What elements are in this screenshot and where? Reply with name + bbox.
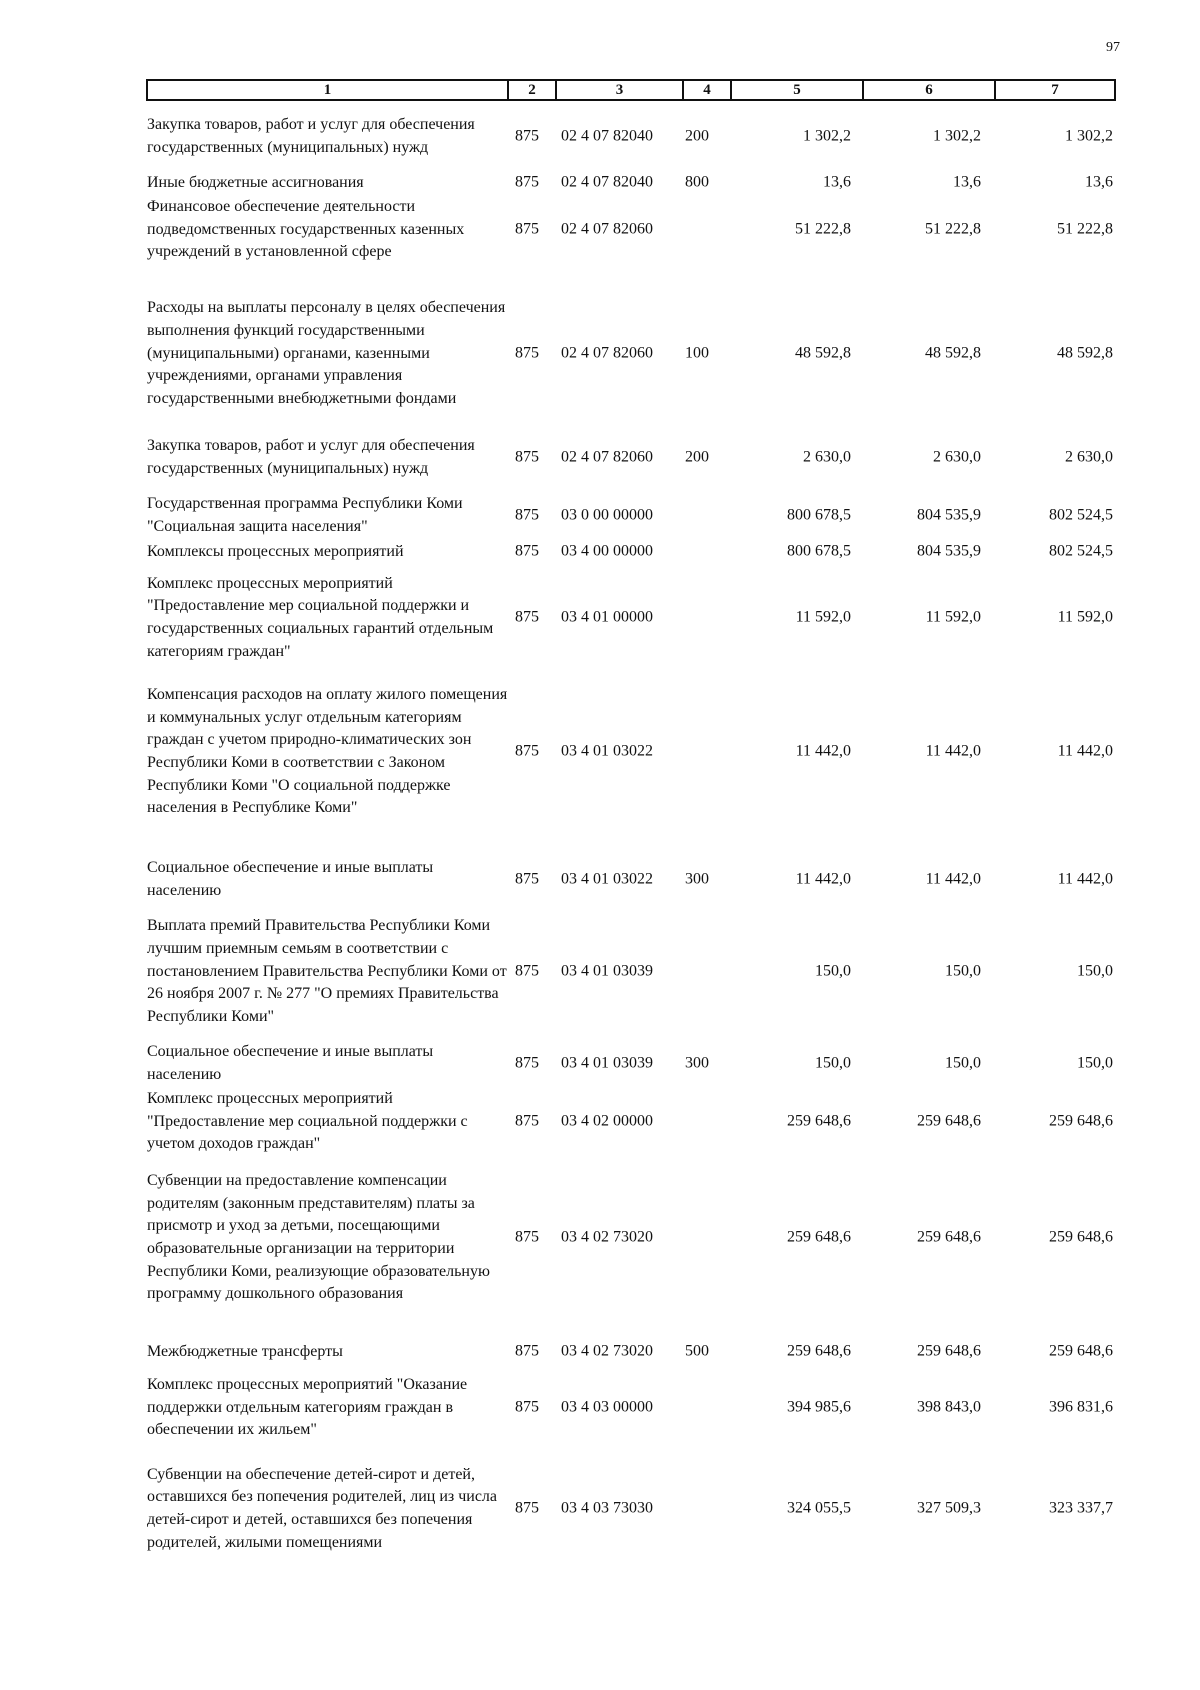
row-value-6: 11 592,0	[925, 608, 981, 626]
row-value-6: 2 630,0	[933, 448, 981, 466]
table-row	[0, 1087, 1200, 1157]
table-row	[0, 571, 1200, 665]
row-grbs: 875	[515, 220, 539, 238]
row-value-7: 396 831,6	[1049, 1398, 1113, 1416]
row-value-7: 1 302,2	[1065, 127, 1113, 145]
row-vr: 100	[685, 344, 709, 362]
row-value-5: 48 592,8	[795, 344, 851, 362]
row-csr: 02 4 07 82060	[561, 220, 653, 238]
row-value-7: 150,0	[1077, 962, 1113, 980]
row-value-6: 398 843,0	[917, 1398, 981, 1416]
row-csr: 03 4 03 00000	[561, 1398, 653, 1416]
column-header-2: 2	[509, 81, 557, 99]
row-csr: 03 4 03 73030	[561, 1499, 653, 1517]
row-csr: 03 4 01 03039	[561, 1054, 653, 1072]
row-description: Компенсация расходов на оплату жилого помещения и коммунальных услуг отдельным категориям граждан с учетом природно-климатических зон Республики Коми в соответствии с Законом Республики Коми "О социальной поддержке населения в Республике Коми"	[147, 685, 508, 817]
table-row	[0, 539, 1200, 565]
table-row	[0, 195, 1200, 265]
row-csr: 03 4 01 03039	[561, 962, 653, 980]
row-description: Комплекс процессных мероприятий "Предоставление мер социальной поддержки с учетом доходов граждан"	[147, 1089, 468, 1153]
table-row	[0, 1373, 1200, 1443]
table-row	[0, 493, 1200, 539]
row-csr: 02 4 07 82040	[561, 127, 653, 145]
row-csr: 03 4 01 03022	[561, 742, 653, 760]
row-description: Государственная программа Республики Коми "Социальная защита населения"	[147, 495, 463, 535]
row-value-6: 259 648,6	[917, 1112, 981, 1130]
column-header-5: 5	[732, 81, 864, 99]
table-row	[0, 285, 1200, 423]
table-row	[0, 1451, 1200, 1567]
row-grbs: 875	[515, 542, 539, 560]
table-row	[0, 903, 1200, 1041]
row-description: Закупка товаров, работ и услуг для обеспечения государственных (муниципальных) нужд	[147, 116, 475, 156]
row-value-6: 259 648,6	[917, 1228, 981, 1246]
column-header-1: 1	[148, 81, 509, 99]
row-description: Субвенции на обеспечение детей-сирот и детей, оставшихся без попечения родителей, лиц из числа детей-сирот и детей, оставшихся без попечения родителей, жилыми помещениями	[147, 1465, 498, 1551]
row-value-7: 802 524,5	[1049, 506, 1113, 524]
row-value-6: 48 592,8	[925, 344, 981, 362]
row-vr: 300	[685, 870, 709, 888]
row-grbs: 875	[515, 1112, 539, 1130]
row-grbs: 875	[515, 127, 539, 145]
row-value-6: 804 535,9	[917, 542, 981, 560]
row-csr: 03 4 02 00000	[561, 1112, 653, 1130]
table-row	[0, 1339, 1200, 1365]
row-value-5: 150,0	[815, 1054, 851, 1072]
row-value-7: 323 337,7	[1049, 1499, 1113, 1517]
row-value-6: 11 442,0	[925, 742, 981, 760]
page-number: 97	[1106, 40, 1120, 55]
row-value-5: 800 678,5	[787, 506, 851, 524]
row-description: Финансовое обеспечение деятельности подведомственных государственных казенных учреждений в установленной сфере	[147, 197, 465, 261]
row-value-6: 150,0	[945, 1054, 981, 1072]
row-value-5: 259 648,6	[787, 1342, 851, 1360]
row-description: Иные бюджетные ассигнования	[147, 173, 364, 191]
row-value-6: 11 442,0	[925, 870, 981, 888]
row-value-7: 11 442,0	[1057, 742, 1113, 760]
table-row	[0, 671, 1200, 833]
row-vr: 800	[685, 173, 709, 191]
row-grbs: 875	[515, 608, 539, 626]
row-description: Расходы на выплаты персоналу в целях обеспечения выполнения функций государственными (муниципальными) органами, казенными учреждениями, органами управления государственными внебюджетными фондами	[147, 299, 506, 408]
row-csr: 03 4 01 03022	[561, 870, 653, 888]
row-value-5: 259 648,6	[787, 1112, 851, 1130]
row-value-7: 259 648,6	[1049, 1112, 1113, 1130]
row-csr: 03 4 01 00000	[561, 608, 653, 626]
row-value-7: 13,6	[1085, 173, 1113, 191]
row-grbs: 875	[515, 1054, 539, 1072]
row-value-5: 11 442,0	[795, 870, 851, 888]
table-row	[0, 423, 1200, 493]
row-value-5: 259 648,6	[787, 1228, 851, 1246]
row-description: Социальное обеспечение и иные выплаты населению	[147, 859, 434, 899]
table-row	[0, 1041, 1200, 1087]
table-row	[0, 103, 1200, 171]
row-grbs: 875	[515, 1342, 539, 1360]
row-value-5: 2 630,0	[803, 448, 851, 466]
row-csr: 02 4 07 82040	[561, 173, 653, 191]
row-value-6: 804 535,9	[917, 506, 981, 524]
row-csr: 03 4 02 73020	[561, 1342, 653, 1360]
row-value-6: 13,6	[953, 173, 981, 191]
row-value-5: 394 985,6	[787, 1398, 851, 1416]
row-csr: 02 4 07 82060	[561, 448, 653, 466]
column-header-6: 6	[864, 81, 996, 99]
row-value-7: 48 592,8	[1057, 344, 1113, 362]
row-description: Межбюджетные трансферты	[147, 1342, 343, 1360]
row-value-6: 259 648,6	[917, 1342, 981, 1360]
row-vr: 200	[685, 127, 709, 145]
row-description: Комплексы процессных мероприятий	[147, 542, 404, 560]
row-vr: 200	[685, 448, 709, 466]
row-value-7: 2 630,0	[1065, 448, 1113, 466]
row-csr: 03 4 02 73020	[561, 1228, 653, 1246]
row-value-5: 800 678,5	[787, 542, 851, 560]
column-header-4: 4	[684, 81, 732, 99]
row-description: Субвенции на предоставление компенсации родителям (законным представителям) платы за присмотр и уход за детьми, посещающими образовательные организации на территории Республики Коми, реализующие образовательную программу дошкольного образования	[147, 1171, 490, 1303]
table-header	[146, 79, 1116, 101]
row-value-7: 11 592,0	[1057, 608, 1113, 626]
row-grbs: 875	[515, 173, 539, 191]
column-header-7: 7	[1051, 82, 1059, 98]
row-value-6: 1 302,2	[933, 127, 981, 145]
row-value-7: 259 648,6	[1049, 1228, 1113, 1246]
row-value-7: 802 524,5	[1049, 542, 1113, 560]
row-csr: 02 4 07 82060	[561, 344, 653, 362]
row-description: Закупка товаров, работ и услуг для обеспечения государственных (муниципальных) нужд	[147, 437, 475, 477]
column-header-3: 3	[557, 81, 684, 99]
row-value-5: 150,0	[815, 962, 851, 980]
row-value-5: 13,6	[823, 173, 851, 191]
table-row	[0, 857, 1200, 903]
row-grbs: 875	[515, 448, 539, 466]
row-grbs: 875	[515, 1398, 539, 1416]
row-description: Социальное обеспечение и иные выплаты населению	[147, 1043, 434, 1083]
row-value-5: 11 592,0	[795, 608, 851, 626]
row-grbs: 875	[515, 1499, 539, 1517]
row-grbs: 875	[515, 962, 539, 980]
row-grbs: 875	[515, 506, 539, 524]
row-value-6: 150,0	[945, 962, 981, 980]
row-vr: 500	[685, 1342, 709, 1360]
row-csr: 03 4 00 00000	[561, 542, 653, 560]
row-csr: 03 0 00 00000	[561, 506, 653, 524]
row-grbs: 875	[515, 344, 539, 362]
row-description: Комплекс процессных мероприятий "Предоставление мер социальной поддержки и государственных социальных гарантий отдельным категориям граждан"	[147, 574, 494, 660]
row-description: Выплата премий Правительства Республики Коми лучшим приемным семьям в соответствии с постановлением Правительства Республики Коми от 26 ноября 2007 г. № 277 "О премиях Правительства Республики Коми"	[147, 917, 507, 1026]
row-grbs: 875	[515, 870, 539, 888]
row-value-7: 259 648,6	[1049, 1342, 1113, 1360]
row-grbs: 875	[515, 742, 539, 760]
table-row	[0, 1157, 1200, 1319]
row-value-7: 51 222,8	[1057, 220, 1113, 238]
row-value-7: 150,0	[1077, 1054, 1113, 1072]
row-value-7: 11 442,0	[1057, 870, 1113, 888]
table-row	[0, 171, 1200, 195]
row-value-5: 1 302,2	[803, 127, 851, 145]
row-value-6: 51 222,8	[925, 220, 981, 238]
row-value-5: 11 442,0	[795, 742, 851, 760]
row-value-5: 324 055,5	[787, 1499, 851, 1517]
row-description: Комплекс процессных мероприятий "Оказание поддержки отдельным категориям граждан в обеспечении их жильем"	[147, 1375, 468, 1439]
row-value-5: 51 222,8	[795, 220, 851, 238]
row-vr: 300	[685, 1054, 709, 1072]
row-value-6: 327 509,3	[917, 1499, 981, 1517]
row-grbs: 875	[515, 1228, 539, 1246]
